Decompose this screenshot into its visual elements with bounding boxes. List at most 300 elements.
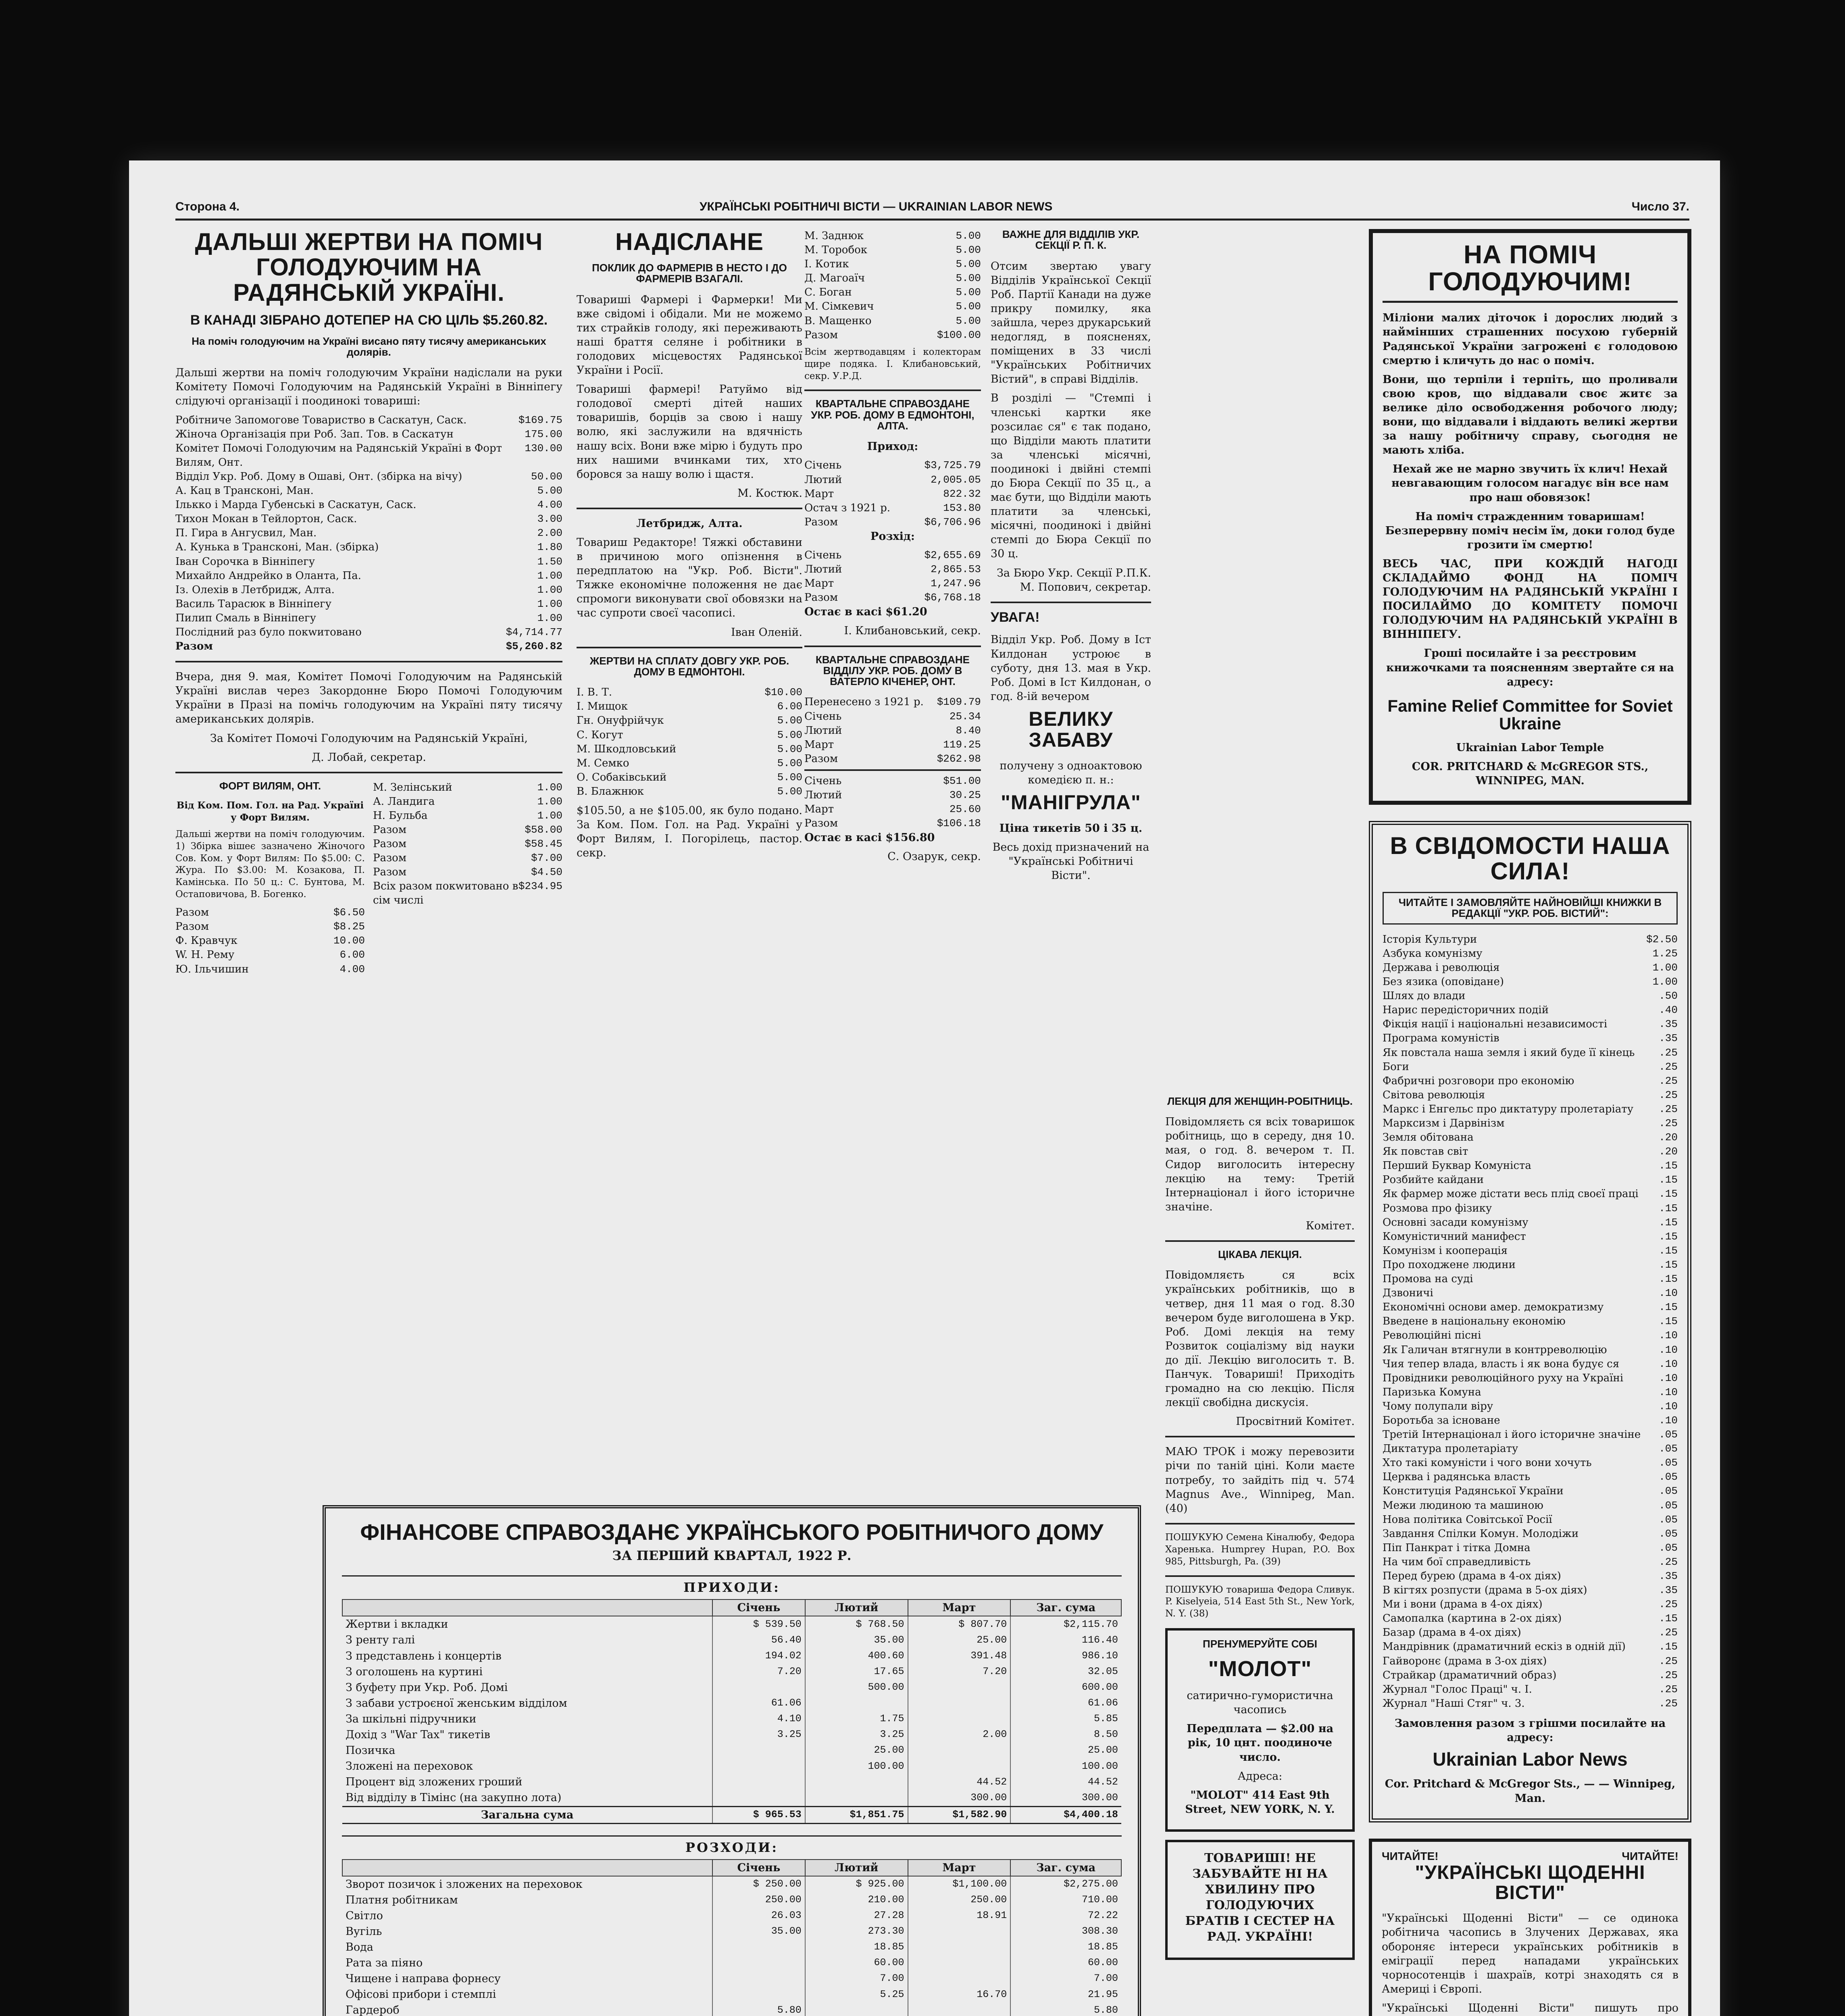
row-label: Від відділу в Тімінс (на закупно лота): [346, 1791, 562, 1804]
outcome-row: [804, 591, 981, 605]
row-value: [712, 1680, 805, 1695]
book-row-amount: .15: [1659, 1244, 1678, 1257]
income-row: [804, 487, 981, 501]
book-row-amount: .25: [1659, 1075, 1678, 1087]
edmonton-income: [804, 458, 981, 529]
book-row-amount: .15: [1659, 1301, 1678, 1314]
famine-addr: COR. PRITCHARD & McGREGOR STS., WINNIPEG, MAN.: [1412, 760, 1649, 787]
book-row-label: Третій Інтернаціонал і його історичне значіне: [1383, 1429, 1641, 1441]
donor-row: [804, 257, 981, 271]
book-row-label: Розбийте кайдани: [1383, 1174, 1484, 1186]
book-row: [1383, 1003, 1678, 1017]
row-value: 210.00: [805, 1892, 908, 1908]
book-row-amount: .15: [1659, 1202, 1678, 1214]
row-value: 7.20: [908, 1664, 1011, 1680]
debt-row: [577, 728, 802, 742]
donation-row: [175, 413, 562, 427]
fw-row-label: Разом: [373, 866, 407, 879]
book-row-label: Введене в національну економію: [1383, 1315, 1566, 1328]
debt-row-amount: 5.00: [777, 757, 802, 769]
book-row-amount: 1.00: [1652, 976, 1678, 988]
book-row-amount: $2.50: [1646, 933, 1678, 946]
molot-addr-label: Адреса:: [1237, 1770, 1283, 1783]
income-row-label: Січень: [804, 459, 842, 472]
newspaper-title: УКРАЇНСЬКІ РОБІТНИЧІ ВІСТИ — UKRAINIAN LABOR NEWS: [700, 200, 1053, 213]
book-row-label: Програма комуністів: [1383, 1032, 1499, 1045]
fw-row-label: Разом: [373, 852, 407, 864]
book-row-amount: .35: [1659, 1018, 1678, 1031]
daily-body-2: "Українські Щоденні Вісти" пишуть про: [1382, 2001, 1678, 2014]
book-row-label: Історія Культури: [1383, 933, 1477, 946]
book-row-label: Диктатура пролетаріату: [1383, 1443, 1518, 1455]
donation-row: [175, 555, 562, 569]
outcome-row-label: Лютий: [804, 563, 842, 576]
book-row-amount: .05: [1659, 1513, 1678, 1526]
book-row-label: Держава і революція: [1383, 961, 1500, 974]
row-value: 18.91: [908, 1908, 1011, 1924]
outcome-row-label: Разом: [804, 591, 838, 604]
fw-row: [175, 948, 365, 962]
column-reports: [804, 229, 1151, 887]
row-value: $ 539.50: [712, 1616, 805, 1632]
income-row: [804, 458, 981, 473]
signature-committee: За Комітет Помочі Голодуючим на Радянській Україні,: [210, 732, 528, 745]
table-row: [342, 1892, 1121, 1908]
row-label: Зворот позичок і зложених на переховок: [346, 1878, 583, 1891]
edmonton-rest: Остає в касі $61.20: [804, 606, 927, 619]
total-value: $1,582.90: [908, 1806, 1011, 1823]
ticket-note: Весь дохід призначений на "Українські Робітничі Вісти".: [992, 841, 1149, 882]
donor-row-amount: 5.00: [956, 314, 981, 327]
famine-help-box: [1369, 229, 1691, 805]
outcome-row-amount: 2,865.53: [931, 563, 981, 576]
newspaper-page: [129, 160, 1720, 2016]
fw-row-amount: 1.00: [537, 781, 562, 793]
famine-help-body: Міліони малих діточок і дорослих людий з наймінших страшенних посухою губерній Радянської України загрожені є голодовою смертю і кличуть до нас о поміч.: [1383, 312, 1678, 367]
donation-row-amount: 50.00: [531, 470, 562, 483]
book-row-label: Нова політика Совітської Росії: [1383, 1513, 1552, 1526]
book-row: [1383, 1088, 1678, 1102]
fw-row-label: Ф. Кравчук: [175, 935, 237, 947]
row-value: 25.00: [908, 1632, 1011, 1648]
financial-report: [323, 1505, 1141, 2016]
donation-row-amount: 5.00: [537, 485, 562, 497]
row-value: 7.20: [712, 1664, 805, 1680]
book-row-label: Конституція Радянської України: [1383, 1485, 1564, 1497]
signature-kostiuk: М. Костюк.: [737, 487, 802, 500]
fw-row: [373, 837, 562, 851]
donor-row-amount: 5.00: [956, 258, 981, 271]
table-row: [342, 1955, 1121, 1971]
income-row: [804, 710, 981, 724]
row-label: Вода: [346, 1941, 373, 1954]
outcome-row-amount: 30.25: [949, 789, 981, 801]
book-row-amount: .15: [1659, 1258, 1678, 1271]
total-value: $1,851.75: [805, 1806, 908, 1823]
book-row-amount: .15: [1659, 1216, 1678, 1229]
book-row: [1383, 1357, 1678, 1371]
subheadline-total: В КАНАДІ ЗІБРАНО ДОТЕПЕР НА СЮ ЦІЛЬ $5.260.82.: [190, 312, 548, 328]
donation-row-label: А. Кунька в Трансконі, Ман. (збірка): [175, 541, 379, 554]
book-row-amount: .15: [1659, 1273, 1678, 1285]
book-row-amount: .25: [1659, 1117, 1678, 1129]
table-row: [342, 2002, 1121, 2016]
book-row-amount: .10: [1659, 1414, 1678, 1427]
debt-row-label: С. Когут: [577, 729, 623, 741]
headline-submitted: НАДІСЛАНЕ: [615, 228, 764, 255]
donor-row-label: Д. Магоаїч: [804, 272, 865, 285]
fw-row-label: Ю. Ільчишин: [175, 963, 249, 975]
book-row: [1383, 1244, 1678, 1258]
book-row-amount: .15: [1659, 1188, 1678, 1200]
outcome-row: [804, 788, 981, 802]
donation-row: [175, 583, 562, 597]
molot-price: Передплата — $2.00 на рік, 10 цнт. поодиноче число.: [1186, 1722, 1334, 1764]
book-row: [1383, 947, 1678, 961]
column-header: [342, 1599, 712, 1616]
column-header: Січень: [712, 1599, 805, 1616]
famine-org-2: Ukrainian Labor Temple: [1456, 741, 1604, 754]
donation-row-label: Пилип Смаль в Вінніпегу: [175, 612, 316, 624]
interesting-lecture-title: ЦІКАВА ЛЕКЦІЯ.: [1218, 1248, 1302, 1261]
slogan: ТОВАРИШІ! НЕ ЗАБУВАЙТЕ НІ НА ХВИЛИНУ ПРО ГОЛОДУЮЧИХ БРАТІВ І СЕСТЕР НА РАД. УКРАЇНІ!: [1185, 1851, 1335, 1944]
fw-row: [175, 920, 365, 934]
important-notice-title: ВАЖНЕ ДЛЯ ВІДДІЛІВ УКР. СЕКЦІЇ Р. П. К.: [1002, 228, 1140, 252]
book-row: [1383, 1258, 1678, 1272]
outcome-row: [804, 577, 981, 591]
lecture-women-title: ЛЕКЦІЯ ДЛЯ ЖЕНЩИН-РОБІТНИЦЬ.: [1167, 1095, 1353, 1107]
fw-row-label: Разом: [373, 824, 407, 836]
book-row-amount: .40: [1659, 1004, 1678, 1016]
book-row-amount: .15: [1659, 1315, 1678, 1328]
row-value: [712, 1758, 805, 1774]
famine-help-title: НА ПОМІЧ ГОЛОДУЮЧИМ!: [1383, 241, 1678, 303]
row-value: 5.85: [1010, 1711, 1121, 1727]
fw-row-amount: $234.95: [518, 880, 562, 893]
donation-row-amount: 1.00: [537, 612, 562, 624]
row-value: [805, 2002, 908, 2016]
book-row: [1383, 1314, 1678, 1329]
donations-intro: Дальші жертви на поміч голодуючим України надіслали на руки Комітету Помочі Голодуючим на Радянській Україні в Вінніпегу слідуючі організації і поодинокі товариші:: [175, 367, 562, 408]
debt-row-amount: 5.00: [777, 729, 802, 741]
book-row-amount: .25: [1659, 1103, 1678, 1115]
row-label: Процент від зложених гроший: [346, 1776, 523, 1789]
book-row-label: Чому полупали віру: [1383, 1400, 1493, 1412]
donation-row-amount: 3.00: [537, 513, 562, 525]
book-row-label: Мандрівник (драматичний ескіз в одній дії): [1383, 1641, 1626, 1653]
book-row: [1383, 1102, 1678, 1116]
outcome-row-amount: $6,768.18: [924, 591, 981, 604]
book-row-amount: .20: [1659, 1145, 1678, 1158]
book-row-label: Як Галичан втягнули в контрреволюцію: [1383, 1343, 1607, 1356]
issue-number: Число 37.: [1631, 200, 1689, 213]
book-row: [1383, 1202, 1678, 1216]
book-row: [1383, 1541, 1678, 1555]
daily-body: "Українські Щоденні Вісти" — се одинока робітнича часопись в Злучених Державах, яка обороняє інтереси українських робітників в еміграції перед нападами українських чорносотенців і шахраїв, котрі знаходять ся в Америці і Європі.: [1382, 1912, 1678, 1995]
book-row-label: Межи людиною та машиною: [1383, 1499, 1543, 1512]
book-row-amount: .25: [1659, 1060, 1678, 1073]
book-row-label: Про походжене людини: [1383, 1258, 1516, 1271]
donation-list: [175, 413, 562, 640]
row-value: 35.00: [805, 1632, 908, 1648]
total-value: $ 965.53: [712, 1806, 805, 1823]
table-row: [342, 1632, 1121, 1648]
book-row-amount: .15: [1659, 1160, 1678, 1172]
fw-row-label: Разом: [373, 838, 407, 850]
book-row: [1383, 1074, 1678, 1088]
book-row-label: Завдання Спілки Комун. Молодіжи: [1383, 1527, 1579, 1540]
debt-row-label: М. Семко: [577, 757, 629, 769]
row-label: Вугіль: [346, 1925, 382, 1938]
debt-row: [577, 785, 802, 799]
donation-row-label: Жіноча Організація при Роб. Зап. Тов. в Саскатун: [175, 428, 454, 440]
donor-row: [804, 314, 981, 328]
book-row: [1383, 1456, 1678, 1470]
fw-row-amount: $58.00: [525, 824, 562, 836]
outcome-section-label: РОЗХОДИ:: [342, 1835, 1122, 1855]
daily-news-box: [1369, 1839, 1691, 2016]
row-label: Офісові прибори і стемплі: [346, 1988, 496, 2001]
book-row-amount: .35: [1659, 1570, 1678, 1582]
table-row: [342, 1680, 1121, 1695]
famine-help-body-4: На поміч стражденним товаришам! Безперервну поміч несім їм, доки голод буде грозити їм смертю!: [1385, 510, 1675, 551]
row-label: Дохід з "War Tax" тикетів: [346, 1729, 490, 1741]
row-label: Платня робітникам: [346, 1893, 458, 1906]
income-row-label: Март: [804, 738, 834, 751]
donation-row-label: Робітниче Запомогове Товариство в Саскатун, Саск.: [175, 414, 467, 426]
row-value: 194.02: [712, 1648, 805, 1664]
book-row-amount: .25: [1659, 1655, 1678, 1667]
income-row: [804, 501, 981, 515]
outcome-row-label: Разом: [804, 817, 838, 830]
outcome-row-amount: $2,655.69: [924, 549, 981, 561]
debt-row: [577, 700, 802, 714]
fw-row-amount: $6.50: [333, 906, 365, 919]
income-row-label: Січень: [804, 710, 842, 723]
book-row-label: Без язика (оповідане): [1383, 976, 1504, 988]
donor-row-amount: 5.00: [956, 300, 981, 313]
row-label: Позичка: [346, 1744, 396, 1757]
debt-row-label: В. Блажнюк: [577, 785, 644, 798]
row-value: 27.28: [805, 1908, 908, 1924]
debt-row-amount: $10.00: [764, 686, 802, 699]
book-row-amount: .10: [1659, 1358, 1678, 1370]
outcome-row: [804, 816, 981, 831]
fw-row: [373, 781, 562, 795]
income-table: [342, 1599, 1122, 1824]
donation-row-amount: 130.00: [525, 442, 562, 454]
book-row-label: Гайворонє (драма в 3-ох діях): [1383, 1655, 1547, 1667]
row-value: 18.85: [805, 1939, 908, 1955]
row-value: 100.00: [1010, 1758, 1121, 1774]
book-row-label: Дзвоничі: [1383, 1287, 1433, 1300]
book-row-label: Журнал "Голос Праці" ч. І.: [1383, 1683, 1532, 1695]
row-value: 308.30: [1010, 1924, 1121, 1939]
outcome-row-label: Лютий: [804, 789, 842, 801]
row-value: 300.00: [1010, 1790, 1121, 1806]
edmonton-debt-title: ЖЕРТВИ НА СПЛАТУ ДОВГУ УКР. РОБ. ДОМУ В ЕДМОНТОНІ.: [589, 654, 789, 678]
row-value: 35.00: [712, 1924, 805, 1939]
molot-title: "МОЛОТ": [1208, 1657, 1312, 1681]
outcome-table: [342, 1859, 1122, 2016]
daily-read-left: ЧИТАЙТЕ!: [1382, 1849, 1439, 1862]
row-value: $ 925.00: [805, 1876, 908, 1892]
book-row: [1383, 1597, 1678, 1612]
fw-row: [175, 962, 365, 977]
book-row: [1383, 1385, 1678, 1400]
row-value: 500.00: [805, 1680, 908, 1695]
donor-row-amount: $100.00: [937, 329, 981, 341]
book-row-amount: .20: [1659, 1131, 1678, 1144]
row-value: 250.00: [712, 1892, 805, 1908]
donor-row: [804, 285, 981, 300]
income-row-amount: 153.80: [943, 502, 981, 514]
donation-row-label: А. Кац в Трансконі, Ман.: [175, 485, 314, 497]
donation-row-amount: 1.00: [537, 583, 562, 596]
income-row: [804, 724, 981, 738]
edmonton-debt-list: [577, 685, 802, 799]
important-notice-body: Отсим звертаю увагу Відділів Української Секції Роб. Партії Канади на дуже прикру помилку, яка зайшла, через друкарський недогляд, в поясненях, поміщених в 33 числі "Українських Робітничих Вістий", в справі Відділів.: [990, 260, 1151, 386]
book-row: [1383, 1626, 1678, 1640]
book-row-label: Ми і вони (драма в 4-ох діях): [1383, 1598, 1543, 1611]
search-ad-2: ПОШУКУЮ товариша Федора Сливук. P. Kiselyeia, 514 East 5th St., New York, N. Y. (38): [1165, 1584, 1355, 1619]
book-row: [1383, 1400, 1678, 1414]
row-label: Чищене і направа форнесу: [346, 1972, 501, 1985]
total-row: [342, 1806, 1121, 1823]
table-row: [342, 1743, 1121, 1758]
income-row-amount: 8.40: [956, 724, 981, 737]
outcome-row: [804, 774, 981, 788]
row-label: З буфету при Укр. Роб. Домі: [346, 1681, 508, 1694]
income-row: [804, 752, 981, 766]
debt-row-label: І. В. Т.: [577, 686, 612, 699]
donation-row-label: П. Гира в Ангусвил, Ман.: [175, 527, 317, 539]
outcome-row-label: Март: [804, 803, 834, 816]
book-row-label: Паризька Комуна: [1383, 1386, 1481, 1398]
row-value: 710.00: [1010, 1892, 1121, 1908]
kitchener-income: [804, 695, 981, 766]
famine-help-send: Гроші посилайте і за реєстровим книжочками та поясненням звертайте ся на адресу:: [1386, 647, 1674, 688]
debt-row-amount: 5.00: [777, 743, 802, 755]
book-row: [1383, 1428, 1678, 1442]
donation-row-amount: $169.75: [518, 414, 562, 426]
row-value: $2,115.70: [1010, 1616, 1121, 1632]
book-row-label: Чия тепер влада, власть і як вона будує ся: [1383, 1358, 1620, 1370]
fw-row-label: W. H. Рему: [175, 949, 235, 961]
book-row-amount: 1.25: [1652, 947, 1678, 960]
farmers-appeal-body: Товариші Фармері і Фармерки! Ми вже свідомі і обідали. Ми не можемо тих страйків голоду, які переживають наші браття селяне і робітники в голодових місцевостях Радянської України і Росії.: [577, 293, 802, 377]
row-value: 60.00: [1010, 1955, 1121, 1971]
book-row: [1383, 1414, 1678, 1428]
donor-row-amount: 5.00: [956, 272, 981, 285]
book-row-amount: .15: [1659, 1230, 1678, 1243]
book-row-label: Боротьба за існоване: [1383, 1414, 1500, 1427]
row-value: 7.00: [1010, 1971, 1121, 1987]
donation-row: [175, 540, 562, 554]
book-row: [1383, 1017, 1678, 1031]
book-row: [1383, 961, 1678, 975]
row-value: [712, 1955, 805, 1971]
lethbridge-letter: Товариш Редакторе! Тяжкі обставини в причиною мого опізнення в передплатою на "Укр. Роб. Вісти". Тяжке економічне положення не дає спромоги виконувати свої обовязки на час супроти своєї часописі.: [577, 536, 802, 620]
book-row: [1383, 1272, 1678, 1286]
book-row-amount: .10: [1659, 1386, 1678, 1398]
book-row: [1383, 989, 1678, 1003]
book-row-amount: .05: [1659, 1457, 1678, 1469]
fort-william-title: ФОРТ ВИЛЯМ, ОНТ.: [219, 779, 321, 792]
fw-row: [373, 879, 562, 908]
donation-row-amount: 1.50: [537, 555, 562, 568]
book-row-label: Церква і радянська власть: [1383, 1471, 1531, 1483]
debt-row-amount: 5.00: [777, 785, 802, 798]
book-row-label: Як повстав світ: [1383, 1145, 1468, 1158]
book-row: [1383, 1159, 1678, 1173]
row-value: [908, 1758, 1011, 1774]
fw-row-amount: 6.00: [339, 949, 365, 961]
book-row-label: Шлях до влади: [1383, 990, 1466, 1002]
book-row-label: Боги: [1383, 1060, 1409, 1073]
outcome-label: Розхід:: [870, 530, 915, 543]
row-value: [908, 2002, 1011, 2016]
book-row-label: Базар (драма в 4-ох діях): [1383, 1627, 1521, 1639]
row-label: Жертви і вкладки: [346, 1618, 448, 1631]
row-value: $ 807.70: [908, 1616, 1011, 1632]
book-row: [1383, 1230, 1678, 1244]
income-row-amount: $3,725.79: [924, 459, 981, 472]
book-row-label: Фабричні розговори про економію: [1383, 1075, 1574, 1087]
fw-row: [373, 851, 562, 865]
donor-row-amount: 5.00: [956, 230, 981, 242]
column-ads: [1369, 229, 1691, 2016]
outcome-row-label: Март: [804, 577, 834, 590]
row-value: [712, 1939, 805, 1955]
book-row-label: Основні засади комунізму: [1383, 1216, 1528, 1229]
row-value: 5.80: [1010, 2002, 1121, 2016]
row-value: 61.06: [1010, 1695, 1121, 1711]
book-row: [1383, 1329, 1678, 1343]
table-row: [342, 1876, 1121, 1892]
row-value: 17.65: [805, 1664, 908, 1680]
debt-row-amount: 5.00: [777, 714, 802, 727]
farmers-appeal-body-2: Товариші фармері! Ратуймо від голодової смерті дітей наших товаришів, борців за свою і нашу волю, які заслужили на вдячність нашу всіх. Вони вже мірю і будуть про них нашими вчинками тих, хто боровся за нашу волю і щастя.: [577, 383, 802, 481]
book-row-amount: .05: [1659, 1443, 1678, 1455]
donation-row: [175, 512, 562, 526]
column-header: Лютий: [805, 1860, 908, 1876]
total-value: $4,400.18: [1010, 1806, 1121, 1823]
row-value: 21.95: [1010, 1987, 1121, 2002]
fw-row-amount: 1.00: [537, 809, 562, 822]
book-row-label: Як фармер може дістати весь плід своєї праці: [1383, 1188, 1639, 1200]
book-row: [1383, 1031, 1678, 1045]
table-row: [342, 1908, 1121, 1924]
donation-row: [175, 427, 562, 442]
book-row: [1383, 1654, 1678, 1668]
table-row: [342, 1616, 1121, 1632]
fw-row: [373, 809, 562, 823]
book-row-amount: .25: [1659, 1683, 1678, 1695]
row-value: 600.00: [1010, 1680, 1121, 1695]
income-row-label: Март: [804, 487, 834, 500]
row-label: За шкільні підручники: [346, 1712, 477, 1725]
row-label: Гардероб: [346, 2004, 400, 2016]
book-row-amount: .05: [1659, 1485, 1678, 1497]
books-addr: Cor. Pritchard & McGregor Sts., — — Winnipeg, Man.: [1385, 1778, 1676, 1805]
book-row: [1383, 1216, 1678, 1230]
row-label: З забави устроєної женським відділом: [346, 1697, 567, 1710]
outcome-row: [804, 562, 981, 577]
row-value: 273.30: [805, 1924, 908, 1939]
book-row-label: Світова революція: [1383, 1089, 1485, 1101]
book-row: [1383, 975, 1678, 989]
